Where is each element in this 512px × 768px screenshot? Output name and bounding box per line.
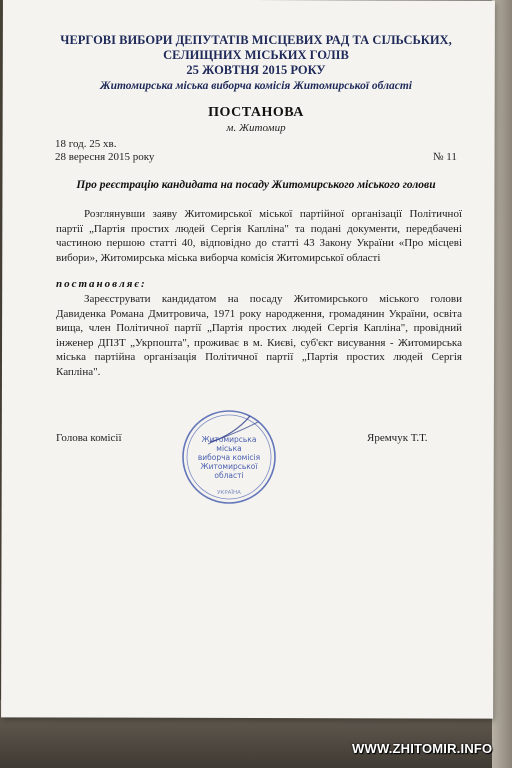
decision-text: Зареєструвати кандидатом на посаду Житомирського міського голови Давиденка Романа Дмитровича, 1971 року народження, громадянин України, освіта вища, член Політичної партії „Партія простих людей Сергія Капліна", провідний інженер ДПЗТ „Укрпошта", проживає в м. Києві, суб'єкт висування - Житомирська міська партійна організація Політичної партії „Партія простих людей Сергія Капліна".	[56, 293, 462, 378]
document-city: м. Житомир	[226, 122, 286, 134]
header-line-3: 25 ЖОВТНЯ 2015 РОКУ	[186, 63, 326, 77]
stamp-text-1: Житомирська	[201, 435, 257, 444]
header-line-2: СЕЛИЩНИХ МІСЬКИХ ГОЛІВ	[163, 48, 349, 62]
watermark: WWW.ZHITOMIR.INFO	[352, 741, 493, 756]
stamp-text-2: міська	[216, 444, 242, 453]
stamp-text-5: області	[214, 471, 244, 480]
commission-name: Житомирська міська виборча комісія Житомирської області	[100, 80, 412, 92]
official-stamp-icon	[180, 408, 278, 506]
stamp-text-3: виборча комісія	[197, 453, 261, 462]
document-time: 18 год. 25 хв.	[55, 138, 117, 150]
preamble-text: Розглянувши заяву Житомирської міської партійної організації Політичної партії „Партія простих людей Сергія Капліна" та подані документи, передбачені частиною першою статті 40, відповідно до статті 43 Закону України «Про місцеві вибори», Житомирська міська виборча комісія Житомирської області	[56, 208, 462, 264]
header-line-1: ЧЕРГОВІ ВИБОРИ ДЕПУТАТІВ МІСЦЕВИХ РАД ТА СІЛЬСЬКИХ,	[60, 33, 452, 47]
stamp-text-4: Житомирської	[200, 462, 258, 471]
signature-name: Яремчук Т.Т.	[367, 432, 428, 444]
decree-heading: постановляє:	[56, 278, 147, 290]
document-date: 28 вересня 2015 року	[55, 151, 155, 163]
stamp-ring-text: УКРАЇНА	[217, 490, 241, 496]
signature-title: Голова комісії	[56, 432, 122, 444]
document-title: ПОСТАНОВА	[208, 105, 304, 120]
document-subject: Про реєстрацію кандидата на посаду Житомирського міського голови	[76, 179, 436, 191]
preamble-paragraph	[56, 207, 462, 265]
document-number: № 11	[433, 151, 457, 163]
decision-paragraph	[56, 292, 462, 379]
